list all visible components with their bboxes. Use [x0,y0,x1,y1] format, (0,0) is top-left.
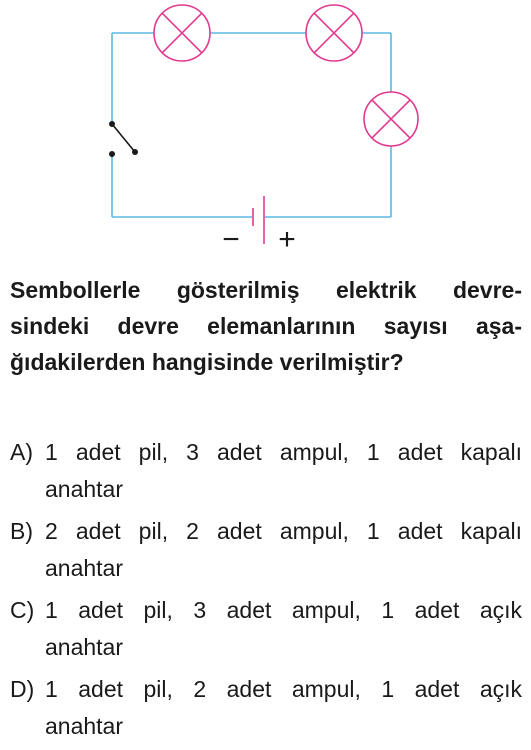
switch-terminal-bottom [109,151,115,157]
question-line-2: sindeki devre elemanlarının sayısı aşa- [10,313,522,339]
option-a-text-line-1: 1 adet pil, 3 adet ampul, 1 adet kapalı [45,439,522,465]
option-b-letter: B) [10,518,33,544]
bulb-2 [306,5,362,61]
open-switch [109,121,138,157]
option-c-text-line-1: 1 adet pil, 3 adet ampul, 1 adet açık [45,597,522,623]
option-a-letter: A) [10,439,33,465]
bulb-1 [154,5,210,61]
option-a[interactable] [10,434,522,508]
option-d[interactable] [10,671,522,745]
option-b-text-line-1: 2 adet pil, 2 adet ampul, 1 adet kapalı [45,518,522,544]
option-d-text-line-1: 1 adet pil, 2 adet ampul, 1 adet açık [45,676,522,702]
battery-minus-sign: − [222,223,240,256]
circuit-diagram [0,0,531,262]
option-c-letter: C) [10,597,35,623]
bulb-3 [364,92,418,146]
option-c-text-line-2: anahtar [45,634,124,660]
option-c[interactable] [10,592,522,666]
option-d-letter: D) [10,676,35,702]
option-a-text-line-2: anahtar [45,476,124,502]
question-line-3: ğıdakilerden hangisinde verilmiştir? [10,349,404,375]
switch-lever-end [132,149,138,155]
battery-plus-sign: + [278,223,296,256]
answer-options [10,434,522,750]
circuit-wires [112,33,391,217]
question-text [10,272,522,380]
battery [253,196,264,244]
switch-lever [112,124,135,152]
option-b[interactable] [10,513,522,587]
question-line-1: Sembollerle gösterilmiş elektrik devre- [10,277,522,303]
option-d-text-line-2: anahtar [45,713,124,739]
option-b-text-line-2: anahtar [45,555,124,581]
